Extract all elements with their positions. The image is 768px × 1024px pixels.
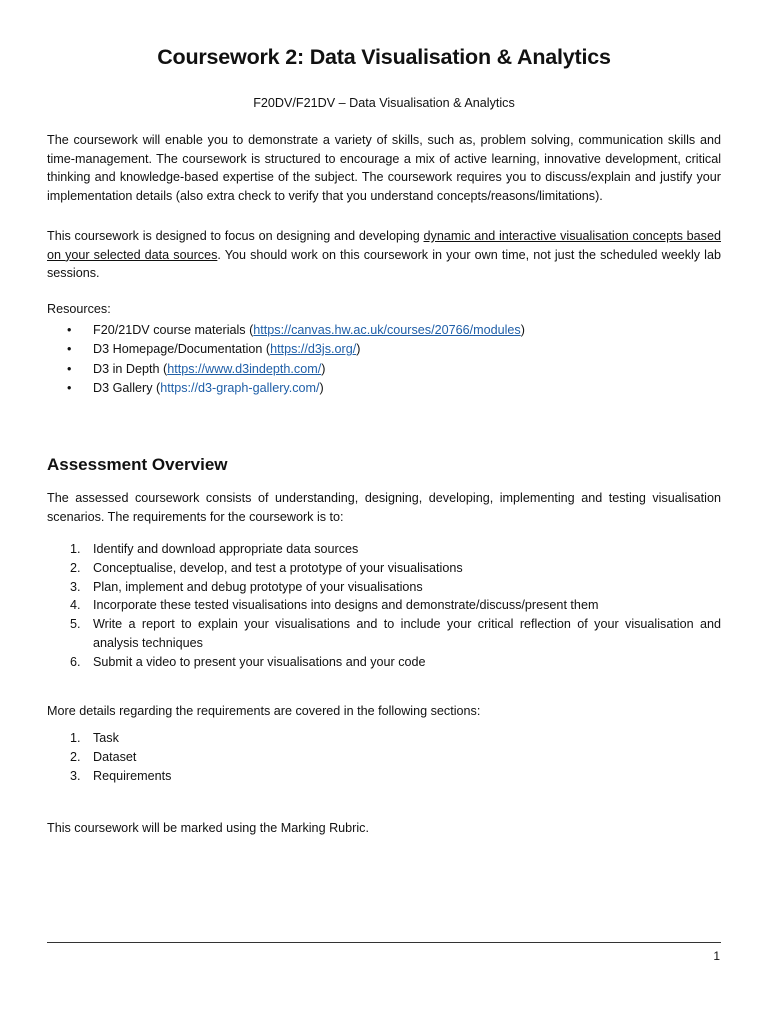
resource-label: D3 Homepage/Documentation ( bbox=[93, 342, 271, 357]
list-item bbox=[47, 321, 525, 340]
list-text: Requirements bbox=[93, 768, 172, 783]
list-item bbox=[47, 615, 721, 653]
marking-note: This coursework will be marked using the Marking Rubric. bbox=[47, 821, 369, 835]
resource-label: F20/21DV course materials ( bbox=[93, 323, 254, 337]
list-item bbox=[47, 379, 525, 398]
list-item bbox=[47, 748, 721, 767]
document-title: Coursework 2: Data Visualisation & Analytics bbox=[157, 45, 611, 69]
resources-label: Resources: bbox=[47, 302, 111, 316]
section-heading-assessment: Assessment Overview bbox=[47, 455, 228, 474]
list-text: Dataset bbox=[93, 749, 137, 764]
resources-list bbox=[47, 321, 525, 399]
bullet-icon: • bbox=[67, 381, 72, 396]
resource-link-d3indepth[interactable]: https://www.d3indepth.com/ bbox=[167, 361, 322, 376]
list-item bbox=[47, 729, 721, 748]
resource-label: D3 Gallery ( bbox=[93, 381, 161, 396]
list-item bbox=[47, 360, 525, 379]
requirements-list bbox=[47, 540, 721, 672]
resource-suffix: ) bbox=[321, 361, 326, 376]
list-item bbox=[47, 340, 525, 359]
list-text: Plan, implement and debug prototype of your visualisations bbox=[93, 579, 423, 594]
resource-suffix: ) bbox=[356, 342, 361, 357]
list-text: Incorporate these tested visualisations into designs and demonstrate/discuss/present them bbox=[93, 598, 599, 613]
list-number: 3. bbox=[70, 579, 81, 594]
focus-text-underlined: dynamic and interactive visualisation concepts based on your selected data sources bbox=[47, 229, 721, 262]
bullet-icon: • bbox=[67, 361, 72, 376]
list-number: 4. bbox=[70, 598, 81, 613]
list-item bbox=[47, 767, 721, 786]
bullet-icon: • bbox=[67, 323, 72, 337]
sections-list bbox=[47, 729, 721, 785]
list-number: 5. bbox=[70, 617, 81, 632]
list-text: Conceptualise, develop, and test a prototype of your visualisations bbox=[93, 560, 463, 575]
focus-text-after: . You should work on this coursework in your own time, not just the scheduled weekly lab sessions. bbox=[47, 247, 721, 281]
list-number: 1. bbox=[70, 542, 81, 556]
list-number: 3. bbox=[70, 768, 81, 783]
resource-suffix: ) bbox=[520, 323, 525, 337]
list-text: Write a report to explain your visualisations and to include your critical reflection of your visualisation and analysis techniques bbox=[93, 617, 721, 650]
focus-text-before: This coursework is designed to focus on designing and developing bbox=[47, 229, 424, 243]
resource-link-d3js[interactable]: https://d3js.org/ bbox=[270, 342, 357, 357]
page-number: 1 bbox=[713, 949, 720, 963]
list-number: 6. bbox=[70, 654, 81, 669]
list-text: Task bbox=[93, 731, 119, 745]
resource-label: D3 in Depth ( bbox=[93, 361, 168, 376]
list-item bbox=[47, 653, 721, 672]
list-text: Identify and download appropriate data sources bbox=[93, 542, 359, 556]
course-subtitle: F20DV/F21DV – Data Visualisation & Analytics bbox=[253, 96, 515, 110]
footer-divider bbox=[47, 942, 721, 943]
list-item bbox=[47, 578, 721, 597]
resource-suffix: ) bbox=[319, 381, 324, 396]
resource-link-gallery[interactable]: https://d3-graph-gallery.com/ bbox=[160, 381, 320, 396]
list-number: 1. bbox=[70, 731, 81, 745]
intro-paragraph: The coursework will enable you to demonstrate a variety of skills, such as, problem solving, communication skills and time-management. The coursework is structured to encourage a mix of active learning, innovative development, critical thinking and knowledge-based expertise of the subject. The coursework requires you to discuss/explain and justify your implementation details (also extra check to verify that you understand concepts/reasons/limitations). bbox=[47, 133, 721, 203]
details-intro: More details regarding the requirements are covered in the following sections: bbox=[47, 704, 481, 718]
list-text: Submit a video to present your visualisations and your code bbox=[93, 654, 426, 669]
overview-paragraph: The assessed coursework consists of understanding, designing, developing, implementing and testing visualisation scenarios. The requirements for the coursework is to: bbox=[47, 491, 721, 524]
list-item bbox=[47, 596, 721, 615]
focus-paragraph bbox=[47, 227, 721, 283]
list-item bbox=[47, 559, 721, 578]
bullet-icon: • bbox=[67, 342, 72, 357]
list-number: 2. bbox=[70, 560, 81, 575]
resource-link-canvas[interactable]: https://canvas.hw.ac.uk/courses/20766/modules bbox=[253, 323, 521, 337]
list-item bbox=[47, 540, 721, 559]
list-number: 2. bbox=[70, 749, 81, 764]
